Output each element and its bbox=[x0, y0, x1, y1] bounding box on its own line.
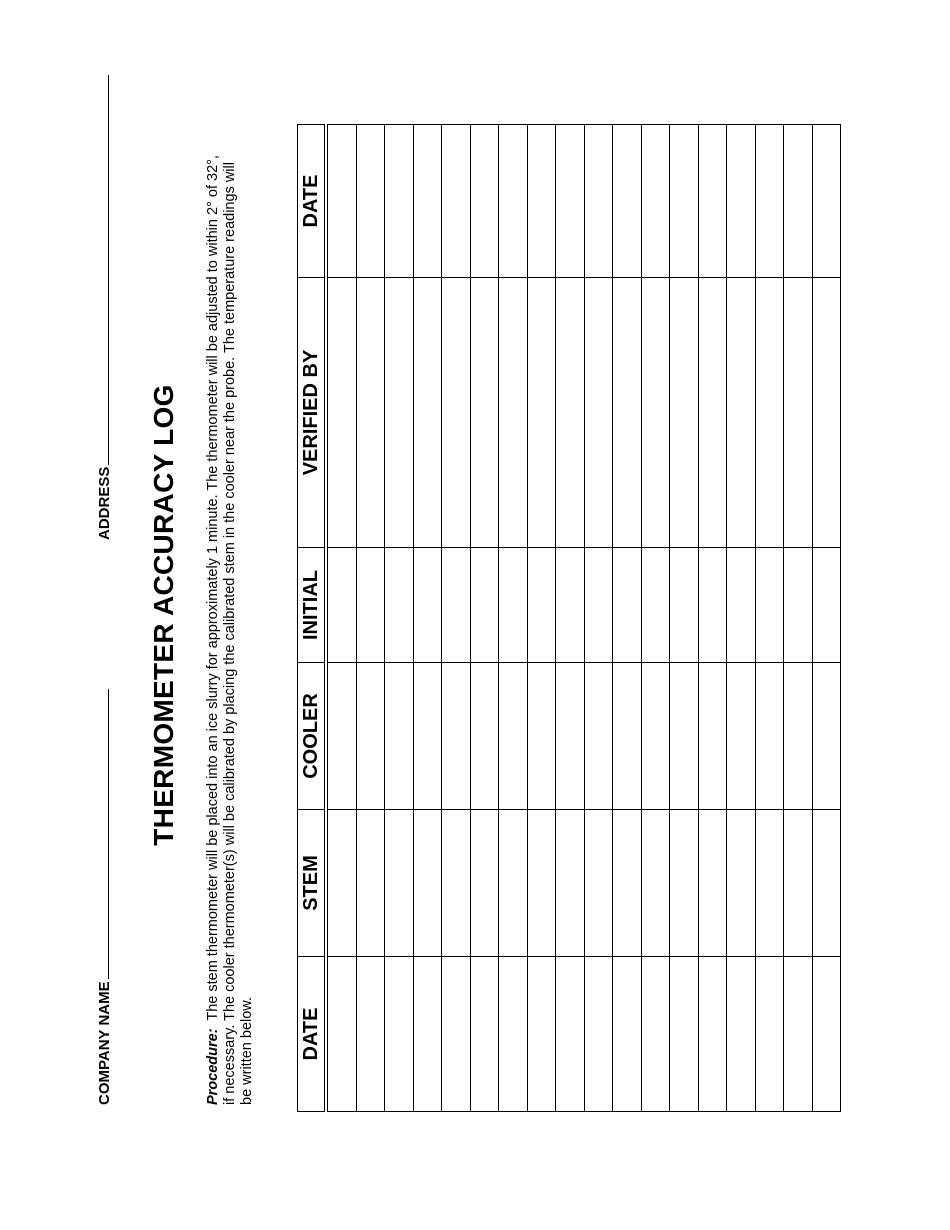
date-cell[interactable] bbox=[413, 957, 442, 1112]
cooler-cell[interactable] bbox=[727, 663, 756, 810]
date-cell[interactable] bbox=[698, 957, 727, 1112]
initial-cell[interactable] bbox=[356, 548, 385, 663]
verified-by-cell[interactable] bbox=[356, 278, 385, 548]
date-cell[interactable] bbox=[385, 957, 414, 1112]
verified-by-cell[interactable] bbox=[670, 278, 699, 548]
table-row bbox=[812, 125, 841, 1112]
verified-date-cell[interactable] bbox=[698, 125, 727, 278]
stem-cell[interactable] bbox=[670, 810, 699, 957]
verified-by-cell[interactable] bbox=[727, 278, 756, 548]
verified-date-cell[interactable] bbox=[556, 125, 585, 278]
table-row bbox=[613, 125, 642, 1112]
verified-by-cell[interactable] bbox=[584, 278, 613, 548]
table-header-row bbox=[298, 125, 327, 1112]
table-row bbox=[727, 125, 756, 1112]
procedure-paragraph bbox=[205, 145, 256, 1105]
cooler-cell[interactable] bbox=[470, 663, 499, 810]
verified-date-cell[interactable] bbox=[812, 125, 841, 278]
cooler-cell[interactable] bbox=[613, 663, 642, 810]
company-name-label: COMPANY NAME bbox=[96, 981, 113, 1105]
date-cell[interactable] bbox=[470, 957, 499, 1112]
stem-cell[interactable] bbox=[385, 810, 414, 957]
date-cell[interactable] bbox=[812, 957, 841, 1112]
stem-cell[interactable] bbox=[527, 810, 556, 957]
verified-by-cell[interactable] bbox=[442, 278, 471, 548]
table-row bbox=[326, 125, 356, 1112]
stem-cell[interactable] bbox=[326, 810, 356, 957]
date-cell[interactable] bbox=[326, 957, 356, 1112]
verified-by-cell[interactable] bbox=[527, 278, 556, 548]
date-cell[interactable] bbox=[670, 957, 699, 1112]
verified-date-cell[interactable] bbox=[784, 125, 813, 278]
verified-date-cell[interactable] bbox=[413, 125, 442, 278]
cooler-cell[interactable] bbox=[326, 663, 356, 810]
verified-date-cell[interactable] bbox=[326, 125, 356, 278]
stem-cell[interactable] bbox=[356, 810, 385, 957]
verified-by-cell[interactable] bbox=[499, 278, 528, 548]
column-header-cooler: COOLER bbox=[298, 663, 327, 810]
table-row bbox=[641, 125, 670, 1112]
verified-by-cell[interactable] bbox=[641, 278, 670, 548]
verified-by-cell[interactable] bbox=[784, 278, 813, 548]
table-row bbox=[413, 125, 442, 1112]
table-row bbox=[499, 125, 528, 1112]
verified-by-cell[interactable] bbox=[385, 278, 414, 548]
table-body bbox=[326, 125, 841, 1112]
date-cell[interactable] bbox=[442, 957, 471, 1112]
cooler-cell[interactable] bbox=[556, 663, 585, 810]
verified-date-cell[interactable] bbox=[641, 125, 670, 278]
stem-cell[interactable] bbox=[784, 810, 813, 957]
verified-by-cell[interactable] bbox=[755, 278, 784, 548]
initial-cell[interactable] bbox=[698, 548, 727, 663]
verified-by-cell[interactable] bbox=[326, 278, 356, 548]
initial-cell[interactable] bbox=[556, 548, 585, 663]
table-row bbox=[584, 125, 613, 1112]
initial-cell[interactable] bbox=[584, 548, 613, 663]
verified-date-cell[interactable] bbox=[670, 125, 699, 278]
stem-cell[interactable] bbox=[470, 810, 499, 957]
verified-by-cell[interactable] bbox=[413, 278, 442, 548]
initial-cell[interactable] bbox=[812, 548, 841, 663]
verified-date-cell[interactable] bbox=[727, 125, 756, 278]
column-header-verified-by: VERIFIED BY bbox=[298, 278, 327, 548]
stem-cell[interactable] bbox=[442, 810, 471, 957]
date-cell[interactable] bbox=[641, 957, 670, 1112]
address-blank[interactable] bbox=[94, 75, 109, 465]
table-row bbox=[556, 125, 585, 1112]
stem-cell[interactable] bbox=[413, 810, 442, 957]
cooler-cell[interactable] bbox=[641, 663, 670, 810]
initial-cell[interactable] bbox=[727, 548, 756, 663]
table-row bbox=[385, 125, 414, 1112]
table-row bbox=[698, 125, 727, 1112]
table-row bbox=[442, 125, 471, 1112]
verified-date-cell[interactable] bbox=[755, 125, 784, 278]
stem-cell[interactable] bbox=[727, 810, 756, 957]
initial-cell[interactable] bbox=[413, 548, 442, 663]
initial-cell[interactable] bbox=[641, 548, 670, 663]
date-cell[interactable] bbox=[727, 957, 756, 1112]
cooler-cell[interactable] bbox=[527, 663, 556, 810]
date-cell[interactable] bbox=[527, 957, 556, 1112]
accuracy-log-table bbox=[297, 124, 841, 1112]
stem-cell[interactable] bbox=[613, 810, 642, 957]
date-cell[interactable] bbox=[613, 957, 642, 1112]
verified-date-cell[interactable] bbox=[470, 125, 499, 278]
verified-by-cell[interactable] bbox=[470, 278, 499, 548]
verified-date-cell[interactable] bbox=[527, 125, 556, 278]
page-title: THERMOMETER ACCURACY LOG bbox=[148, 384, 179, 846]
verified-by-cell[interactable] bbox=[698, 278, 727, 548]
verified-date-cell[interactable] bbox=[356, 125, 385, 278]
verified-date-cell[interactable] bbox=[385, 125, 414, 278]
initial-cell[interactable] bbox=[499, 548, 528, 663]
stem-cell[interactable] bbox=[755, 810, 784, 957]
verified-date-cell[interactable] bbox=[442, 125, 471, 278]
verified-date-cell[interactable] bbox=[499, 125, 528, 278]
initial-cell[interactable] bbox=[527, 548, 556, 663]
table-row bbox=[670, 125, 699, 1112]
verified-by-cell[interactable] bbox=[556, 278, 585, 548]
procedure-text: The stem thermometer will be placed into an ice slurry for approximately 1 minute. The thermometer will be adjusted to within 2° of 32°, if necessary. The cooler thermometer(s) will be calibrated by placing the calibrated stem in the cooler near the probe. The temperature readings will be written below. bbox=[205, 155, 255, 1105]
date-cell[interactable] bbox=[556, 957, 585, 1112]
cooler-cell[interactable] bbox=[584, 663, 613, 810]
initial-cell[interactable] bbox=[385, 548, 414, 663]
table-row bbox=[784, 125, 813, 1112]
stem-cell[interactable] bbox=[698, 810, 727, 957]
column-header-date: DATE bbox=[298, 957, 327, 1112]
cooler-cell[interactable] bbox=[385, 663, 414, 810]
date-cell[interactable] bbox=[755, 957, 784, 1112]
date-cell[interactable] bbox=[499, 957, 528, 1112]
cooler-cell[interactable] bbox=[755, 663, 784, 810]
column-header-verified-date: DATE bbox=[298, 125, 327, 278]
cooler-cell[interactable] bbox=[670, 663, 699, 810]
table-row bbox=[470, 125, 499, 1112]
verified-date-cell[interactable] bbox=[613, 125, 642, 278]
date-cell[interactable] bbox=[784, 957, 813, 1112]
initial-cell[interactable] bbox=[442, 548, 471, 663]
column-header-stem: STEM bbox=[298, 810, 327, 957]
cooler-cell[interactable] bbox=[442, 663, 471, 810]
cooler-cell[interactable] bbox=[812, 663, 841, 810]
address-label: ADDRESS bbox=[96, 466, 113, 540]
date-cell[interactable] bbox=[584, 957, 613, 1112]
table-row bbox=[356, 125, 385, 1112]
stem-cell[interactable] bbox=[641, 810, 670, 957]
company-name-blank[interactable] bbox=[94, 689, 109, 979]
cooler-cell[interactable] bbox=[784, 663, 813, 810]
stem-cell[interactable] bbox=[556, 810, 585, 957]
procedure-label: Procedure: bbox=[205, 1028, 221, 1105]
table-row bbox=[755, 125, 784, 1112]
table-row bbox=[527, 125, 556, 1112]
initial-cell[interactable] bbox=[470, 548, 499, 663]
verified-by-cell[interactable] bbox=[812, 278, 841, 548]
stem-cell[interactable] bbox=[499, 810, 528, 957]
cooler-cell[interactable] bbox=[499, 663, 528, 810]
date-cell[interactable] bbox=[356, 957, 385, 1112]
initial-cell[interactable] bbox=[670, 548, 699, 663]
stem-cell[interactable] bbox=[584, 810, 613, 957]
company-name-field[interactable] bbox=[94, 689, 113, 1105]
verified-date-cell[interactable] bbox=[584, 125, 613, 278]
column-header-initial: INITIAL bbox=[298, 548, 327, 663]
initial-cell[interactable] bbox=[784, 548, 813, 663]
cooler-cell[interactable] bbox=[698, 663, 727, 810]
initial-cell[interactable] bbox=[613, 548, 642, 663]
initial-cell[interactable] bbox=[326, 548, 356, 663]
cooler-cell[interactable] bbox=[413, 663, 442, 810]
address-field[interactable] bbox=[94, 75, 113, 540]
cooler-cell[interactable] bbox=[356, 663, 385, 810]
stem-cell[interactable] bbox=[812, 810, 841, 957]
initial-cell[interactable] bbox=[755, 548, 784, 663]
verified-by-cell[interactable] bbox=[613, 278, 642, 548]
